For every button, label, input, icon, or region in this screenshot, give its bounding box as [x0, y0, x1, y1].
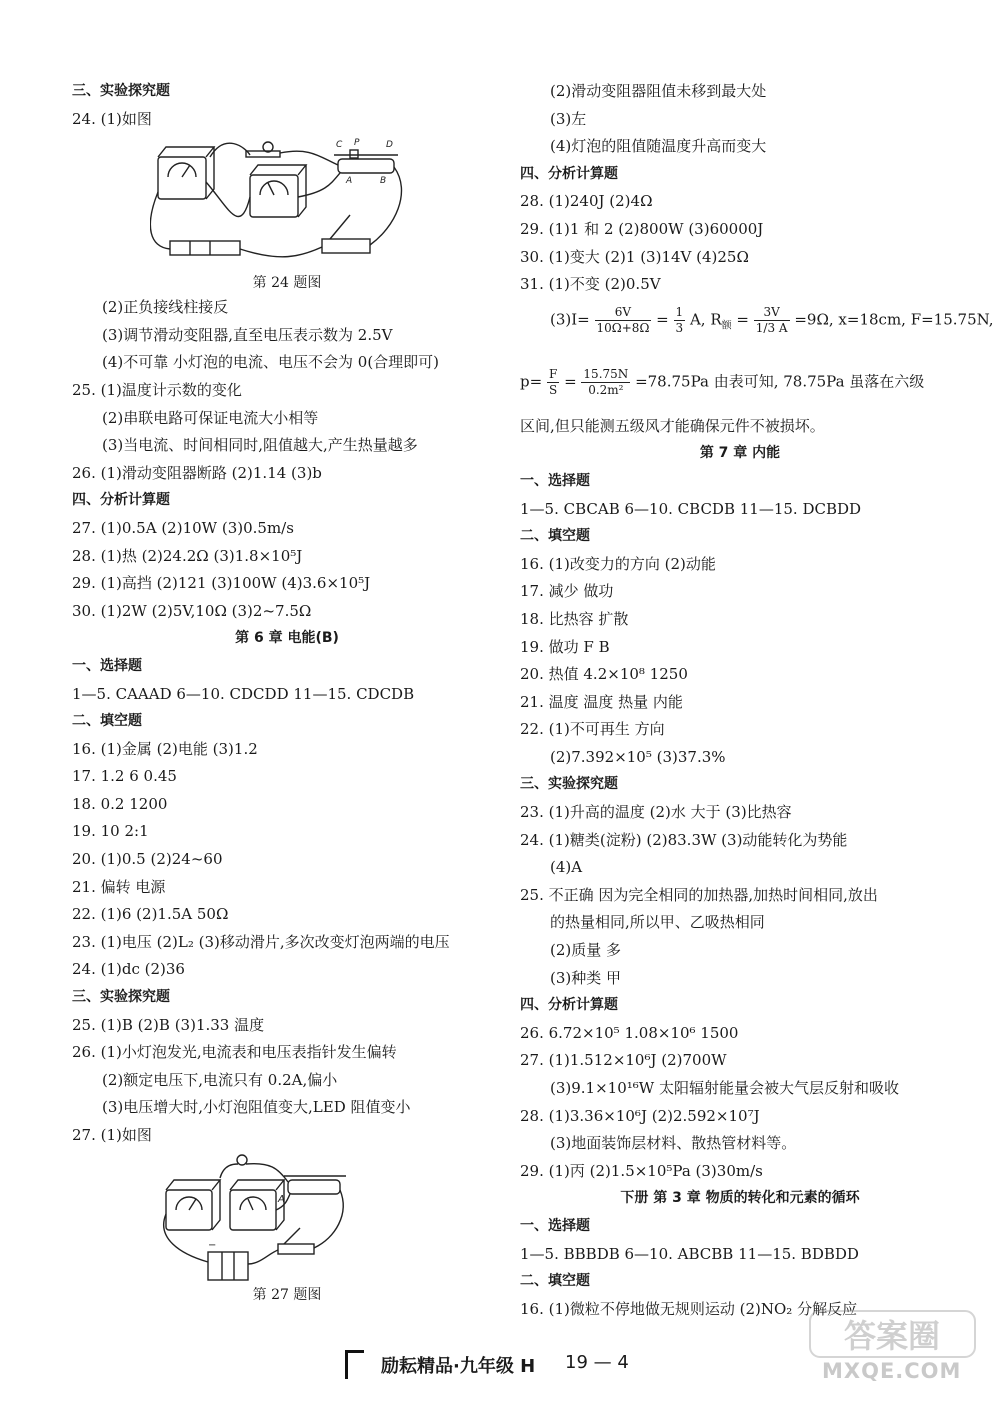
answer-line: 17. 减少 做功 — [520, 582, 614, 601]
section-heading: 二、填空题 — [520, 528, 590, 545]
answer-line: 17. 1.2 6 0.45 — [72, 767, 177, 786]
answer-line: 的热量相同,所以甲、乙吸热相同 — [550, 913, 765, 932]
watermark-site: MXQE.COM — [822, 1359, 962, 1383]
fraction — [595, 305, 652, 336]
numerator: 15.75N — [583, 366, 629, 381]
numerator: F — [548, 366, 558, 381]
section-heading: 三、实验探究题 — [72, 83, 170, 99]
numerator: 6V — [595, 305, 652, 321]
answer-line: 25. (1)B (2)B (3)1.33 温度 — [72, 1015, 265, 1034]
answer-line: (3)当电流、时间相同时,阻值越大,产生热量越多 — [102, 436, 418, 455]
answer-line: 18. 0.2 1200 — [72, 794, 168, 813]
answer-line: 30. (1)2W (2)5V,10Ω (3)2~7.5Ω — [72, 601, 312, 620]
answer-line: 16. (1)改变力的方向 (2)动能 — [520, 554, 716, 573]
formula-text: (3)I= — [550, 310, 590, 329]
answer-line: 23. (1)电压 (2)L₂ (3)移动滑片,多次改变灯泡两端的电压 — [72, 932, 450, 951]
answer-line: 16. (1)微粒不停地做无规则运动 (2)NO₂ 分解反应 — [520, 1299, 858, 1318]
right-column — [520, 78, 994, 1323]
answer-line: (2)质量 多 — [550, 941, 622, 960]
fraction — [581, 367, 630, 398]
answer-line: (2)额定电压下,电流只有 0.2A,偏小 — [102, 1070, 338, 1089]
answer-line: (4)A — [550, 858, 583, 877]
svg-text:D: D — [386, 140, 393, 151]
svg-text:−: − — [208, 1239, 217, 1251]
answer-line: (3)9.1×10¹⁶W 太阳辐射能量会被大气层反射和吸收 — [550, 1079, 899, 1097]
fraction — [754, 305, 790, 336]
svg-text:B: B — [380, 176, 387, 187]
denominator: S — [549, 382, 558, 397]
corner-bracket-icon — [345, 1350, 364, 1379]
svg-text:A: A — [346, 176, 353, 187]
answer-line: 19. 10 2:1 — [72, 822, 149, 841]
denominator: 0.2m² — [588, 382, 624, 397]
fraction — [547, 367, 559, 398]
answer-line: 21. 偏转 电源 — [72, 877, 166, 896]
answer-line: 28. (1)热 (2)24.2Ω (3)1.8×10⁵J — [72, 546, 303, 565]
answer-line: 31. (1)不变 (2)0.5V — [520, 275, 661, 294]
section-heading: 一、选择题 — [520, 472, 590, 489]
answer-line: 29. (1)高挡 (2)121 (3)100W (4)3.6×10⁵J — [72, 574, 371, 593]
subscript: 额 — [721, 320, 732, 332]
formula-text: =78.75Pa 由表可知, 78.75Pa 虽落在六级 — [635, 372, 925, 391]
answer-line: 27. (1)1.512×10⁶J (2)700W — [520, 1051, 727, 1070]
denominator: 10Ω+8Ω — [596, 320, 650, 335]
watermark-text: 答案圈 — [843, 1317, 941, 1355]
svg-text:P: P — [354, 138, 360, 149]
answer-line: (3)左 — [550, 109, 587, 128]
answer-line: 26. (1)小灯泡发光,电流表和电压表指针发生偏转 — [72, 1043, 397, 1062]
answer-line: (3)调节滑动变阻器,直至电压表示数为 2.5V — [102, 325, 393, 344]
answer-line: (4)灯泡的阻值随温度升高而变大 — [550, 137, 767, 156]
circuit-figure-27 — [160, 1154, 360, 1284]
answer-line: 28. (1)3.36×10⁶J (2)2.592×10⁷J — [520, 1106, 760, 1125]
fraction — [674, 305, 686, 336]
answer-line: 29. (1)丙 (2)1.5×10⁵Pa (3)30m/s — [520, 1161, 763, 1180]
left-column — [72, 78, 502, 1306]
denominator: 1/3 A — [755, 320, 788, 335]
answer-line: 24. (1)dc (2)36 — [72, 960, 185, 979]
answer-line: 25. (1)温度计示数的变化 — [72, 380, 242, 399]
section-heading: 四、分析计算题 — [72, 492, 170, 509]
figure-caption: 第 24 题图 — [252, 275, 322, 292]
answer-line: (2)串联电路可保证电流大小相等 — [102, 408, 319, 427]
answer-line: 20. 热值 4.2×10⁸ 1250 — [520, 665, 688, 684]
numerator: 1 — [675, 304, 684, 319]
formula-text: A, R — [689, 310, 722, 329]
answer-line: 23. (1)升高的温度 (2)水 大于 (3)比热容 — [520, 803, 792, 822]
answer-line: 26. 6.72×10⁵ 1.08×10⁶ 1500 — [520, 1023, 739, 1042]
answer-line: 29. (1)1 和 2 (2)800W (3)60000J — [520, 219, 764, 238]
answer-line: 16. (1)金属 (2)电能 (3)1.2 — [72, 739, 258, 758]
formula-pressure — [520, 367, 960, 413]
section-heading: 二、填空题 — [72, 713, 142, 730]
answer-line: 区间,但只能测五级风才能确保元件不被损坏。 — [520, 416, 825, 435]
numerator: 3V — [754, 305, 790, 321]
page-number: 19 — 4 — [565, 1352, 629, 1373]
answer-line: (3)电压增大时,小灯泡阻值变大,LED 阻值变小 — [102, 1098, 411, 1117]
answer-line: 24. (1)如图 — [72, 109, 152, 128]
watermark-logo-icon — [800, 1305, 985, 1365]
answer-line: (2)滑动变阻器阻值未移到最大处 — [550, 82, 767, 100]
figure-caption: 第 27 题图 — [252, 1286, 322, 1303]
answer-line: 18. 比热容 扩散 — [520, 609, 629, 628]
answer-line: 1—5. CBCAB 6—10. CBCDB 11—15. DCBDD — [520, 499, 862, 518]
denominator: 3 — [675, 320, 684, 335]
svg-text:C: C — [336, 140, 343, 151]
svg-text:A: A — [278, 1193, 285, 1205]
answer-line: (2)正负接线柱接反 — [102, 298, 229, 317]
answer-line: 30. (1)变大 (2)1 (3)14V (4)25Ω — [520, 247, 749, 266]
answer-line: 1—5. CAAAD 6—10. CDCDD 11—15. CDCDB — [72, 684, 415, 703]
page-footer — [345, 1350, 675, 1384]
answer-line: (2)7.392×10⁵ (3)37.3% — [550, 747, 726, 766]
section-heading: 一、选择题 — [520, 1217, 590, 1234]
section-heading: 三、实验探究题 — [72, 989, 170, 1006]
chapter-title: 第 7 章 内能 — [699, 445, 781, 462]
section-heading: 二、填空题 — [520, 1273, 590, 1290]
footer-brand: 励耘精品·九年级 H — [381, 1356, 536, 1377]
answer-line: 20. (1)0.5 (2)24~60 — [72, 850, 223, 869]
formula-text: = — [736, 310, 749, 329]
answer-line: 24. (1)糖类(淀粉) (2)83.3W (3)动能转化为势能 — [520, 830, 848, 849]
answer-line: 22. (1)6 (2)1.5A 50Ω — [72, 905, 229, 924]
answer-line: 21. 温度 温度 热量 内能 — [520, 692, 683, 711]
section-heading: 三、实验探究题 — [520, 776, 618, 793]
answer-line: 25. 不正确 因为完全相同的加热器,加热时间相同,放出 — [520, 885, 878, 904]
formula-current — [520, 299, 994, 367]
answer-line: 19. 做功 F B — [520, 637, 610, 656]
watermark — [800, 1305, 985, 1395]
answer-line: (4)不可靠 小灯泡的电流、电压不会为 0(合理即可) — [102, 353, 440, 372]
formula-text: p= — [520, 372, 543, 391]
formula-text: = — [564, 372, 577, 391]
answer-line: 1—5. BBBDB 6—10. ABCBB 11—15. BDBDD — [520, 1244, 859, 1263]
answer-line: (3)地面装饰层材料、散热管材料等。 — [550, 1134, 797, 1153]
section-heading: 一、选择题 — [72, 657, 142, 674]
answer-line: 28. (1)240J (2)4Ω — [520, 192, 653, 211]
answer-line: 22. (1)不可再生 方向 — [520, 720, 665, 739]
chapter-title: 下册 第 3 章 物质的转化和元素的循环 — [620, 1190, 860, 1207]
section-heading: 四、分析计算题 — [520, 165, 618, 182]
chapter-title: 第 6 章 电能(B) — [235, 630, 339, 647]
section-heading: 四、分析计算题 — [520, 997, 618, 1014]
formula-text: = — [656, 310, 669, 329]
formula-text: =9Ω, x=18cm, F=15.75N, — [794, 310, 994, 329]
answer-line: 26. (1)滑动变阻器断路 (2)1.14 (3)b — [72, 463, 322, 482]
answer-line: (3)种类 甲 — [550, 968, 622, 987]
circuit-figure-24 — [150, 137, 410, 272]
answer-line: 27. (1)如图 — [72, 1126, 152, 1144]
answer-line: 27. (1)0.5A (2)10W (3)0.5m/s — [72, 518, 294, 537]
